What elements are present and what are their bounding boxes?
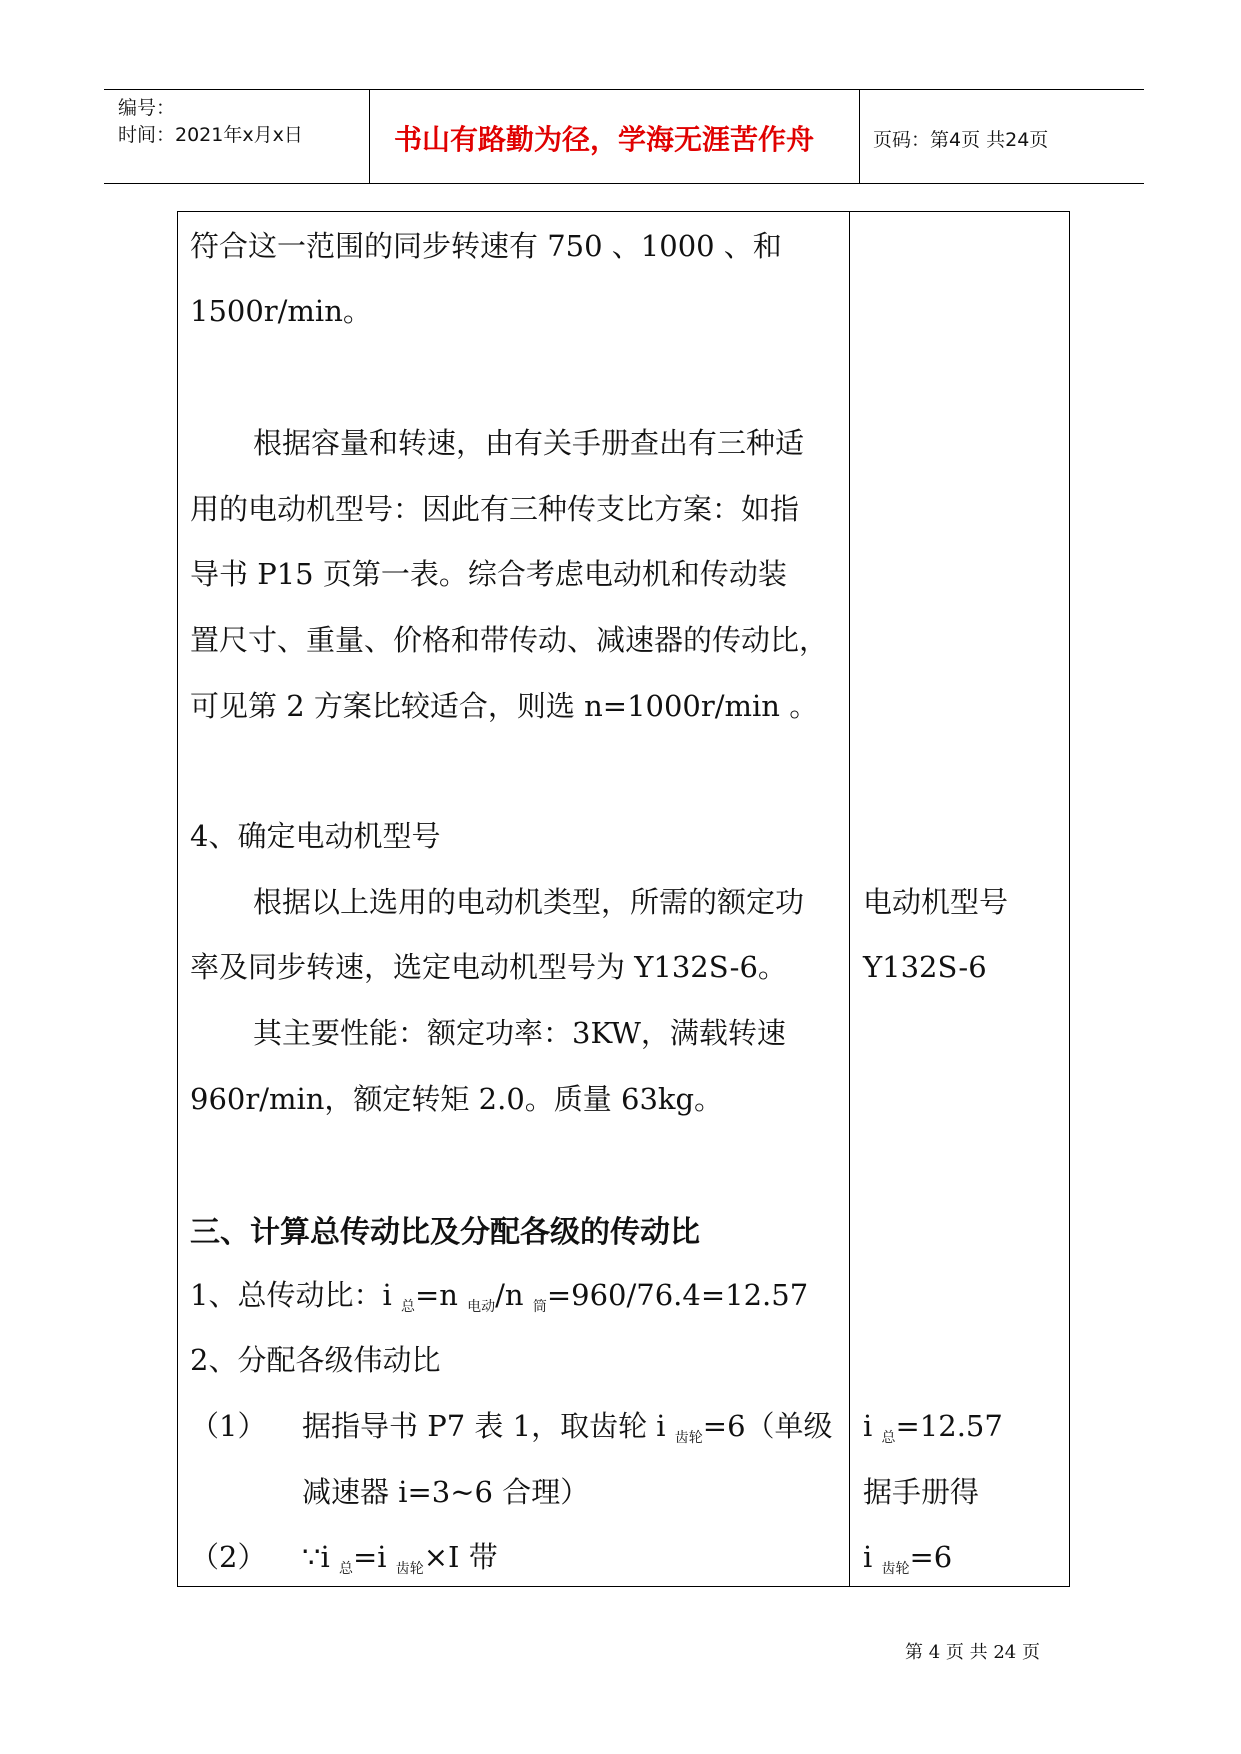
paragraph-performance-line1: 其主要性能：额定功率：3KW，满载转速 — [253, 1016, 786, 1050]
total-ratio-sub-motor: 电动 — [467, 1299, 496, 1315]
item-2-b: =i — [352, 1540, 396, 1574]
item-1-number: （1） — [190, 1409, 267, 1443]
document-date: 时间：2021年x月x日 — [118, 124, 303, 146]
total-ratio-line — [190, 1277, 808, 1319]
note-gear-ratio-a: i — [863, 1540, 882, 1574]
section-3-title: 三、计算总传动比及分配各级的传动比 — [190, 1215, 700, 1250]
item-2-number: （2） — [190, 1540, 267, 1574]
item-2-c: ×I 带 — [423, 1540, 498, 1574]
total-ratio-sub-drum: 筒 — [532, 1299, 547, 1315]
note-total-ratio-b: =12.57 — [895, 1409, 1003, 1443]
item-2-sub-gear: 齿轮 — [395, 1561, 424, 1577]
note-manual: 据手册得 — [863, 1475, 980, 1509]
note-motor-model: Y132S-6 — [863, 950, 987, 984]
header-motto: 书山有路勤为径，学海无涯苦作舟 — [394, 123, 815, 156]
item-1-line1 — [302, 1408, 833, 1450]
total-ratio-mid2: /n — [495, 1278, 533, 1312]
item-2-a: ∵i — [302, 1540, 339, 1574]
note-total-ratio-sub: 总 — [881, 1430, 896, 1446]
footer-page-number: 第 4 页 共 24 页 — [905, 1642, 1040, 1663]
paragraph-model-line1: 根据以上选用的电动机类型，所需的额定功 — [253, 885, 805, 919]
total-ratio-mid1: =n — [414, 1278, 468, 1312]
total-ratio-tail: =960/76.4=12.57 — [546, 1278, 809, 1312]
note-gear-ratio-b: =6 — [909, 1540, 953, 1574]
paragraph-motor-choice-line3: 导书 P15 页第一表。综合考虑电动机和传动装 — [190, 557, 787, 591]
note-motor-label: 电动机型号 — [863, 885, 1009, 919]
paragraph-speed-line1: 符合这一范围的同步转速有 750 、1000 、和 — [190, 229, 782, 263]
item-1-line2: 减速器 i=3~6 合理） — [302, 1475, 590, 1509]
paragraph-motor-choice-line5: 可见第 2 方案比较适合，则选 n=1000r/min 。 — [190, 689, 819, 723]
header-bottom-rule — [104, 183, 1144, 184]
header-divider-left — [369, 89, 370, 184]
note-gear-ratio-sub: 齿轮 — [881, 1561, 910, 1577]
paragraph-speed-line2: 1500r/min。 — [190, 294, 372, 328]
item-1-line1-b: =6（单级 — [702, 1409, 833, 1443]
header-top-rule — [104, 89, 1144, 90]
item-2-sub-total: 总 — [338, 1561, 353, 1577]
document-number-label: 编号： — [118, 97, 176, 119]
paragraph-motor-choice-line2: 用的电动机型号：因此有三种传支比方案：如指 — [190, 492, 800, 526]
section-4-title: 4、确定电动机型号 — [190, 819, 441, 853]
section-3-2-title: 2、分配各级伟动比 — [190, 1343, 441, 1377]
header-divider-right — [859, 89, 860, 184]
note-total-ratio-a: i — [863, 1409, 882, 1443]
note-gear-ratio — [863, 1539, 952, 1581]
item-2-line — [302, 1539, 498, 1581]
paragraph-model-line2: 率及同步转速，选定电动机型号为 Y132S-6。 — [190, 950, 787, 984]
paragraph-performance-line2: 960r/min，额定转矩 2.0。质量 63kg。 — [190, 1082, 724, 1116]
total-ratio-prefix: 1、总传动比：i — [190, 1278, 401, 1312]
paragraph-motor-choice-line4: 置尺寸、重量、价格和带传动、减速器的传动比， — [190, 623, 829, 657]
item-1-line1-sub-gear: 齿轮 — [674, 1430, 703, 1446]
item-1-line1-a: 据指导书 P7 表 1，取齿轮 i — [302, 1409, 675, 1443]
paragraph-motor-choice-line1: 根据容量和转速，由有关手册查出有三种适 — [253, 426, 805, 460]
table-column-separator — [849, 211, 850, 1587]
note-total-ratio — [863, 1408, 1003, 1450]
total-ratio-sub-total: 总 — [400, 1299, 415, 1315]
header-page-number: 页码：第4页 共24页 — [873, 129, 1049, 151]
